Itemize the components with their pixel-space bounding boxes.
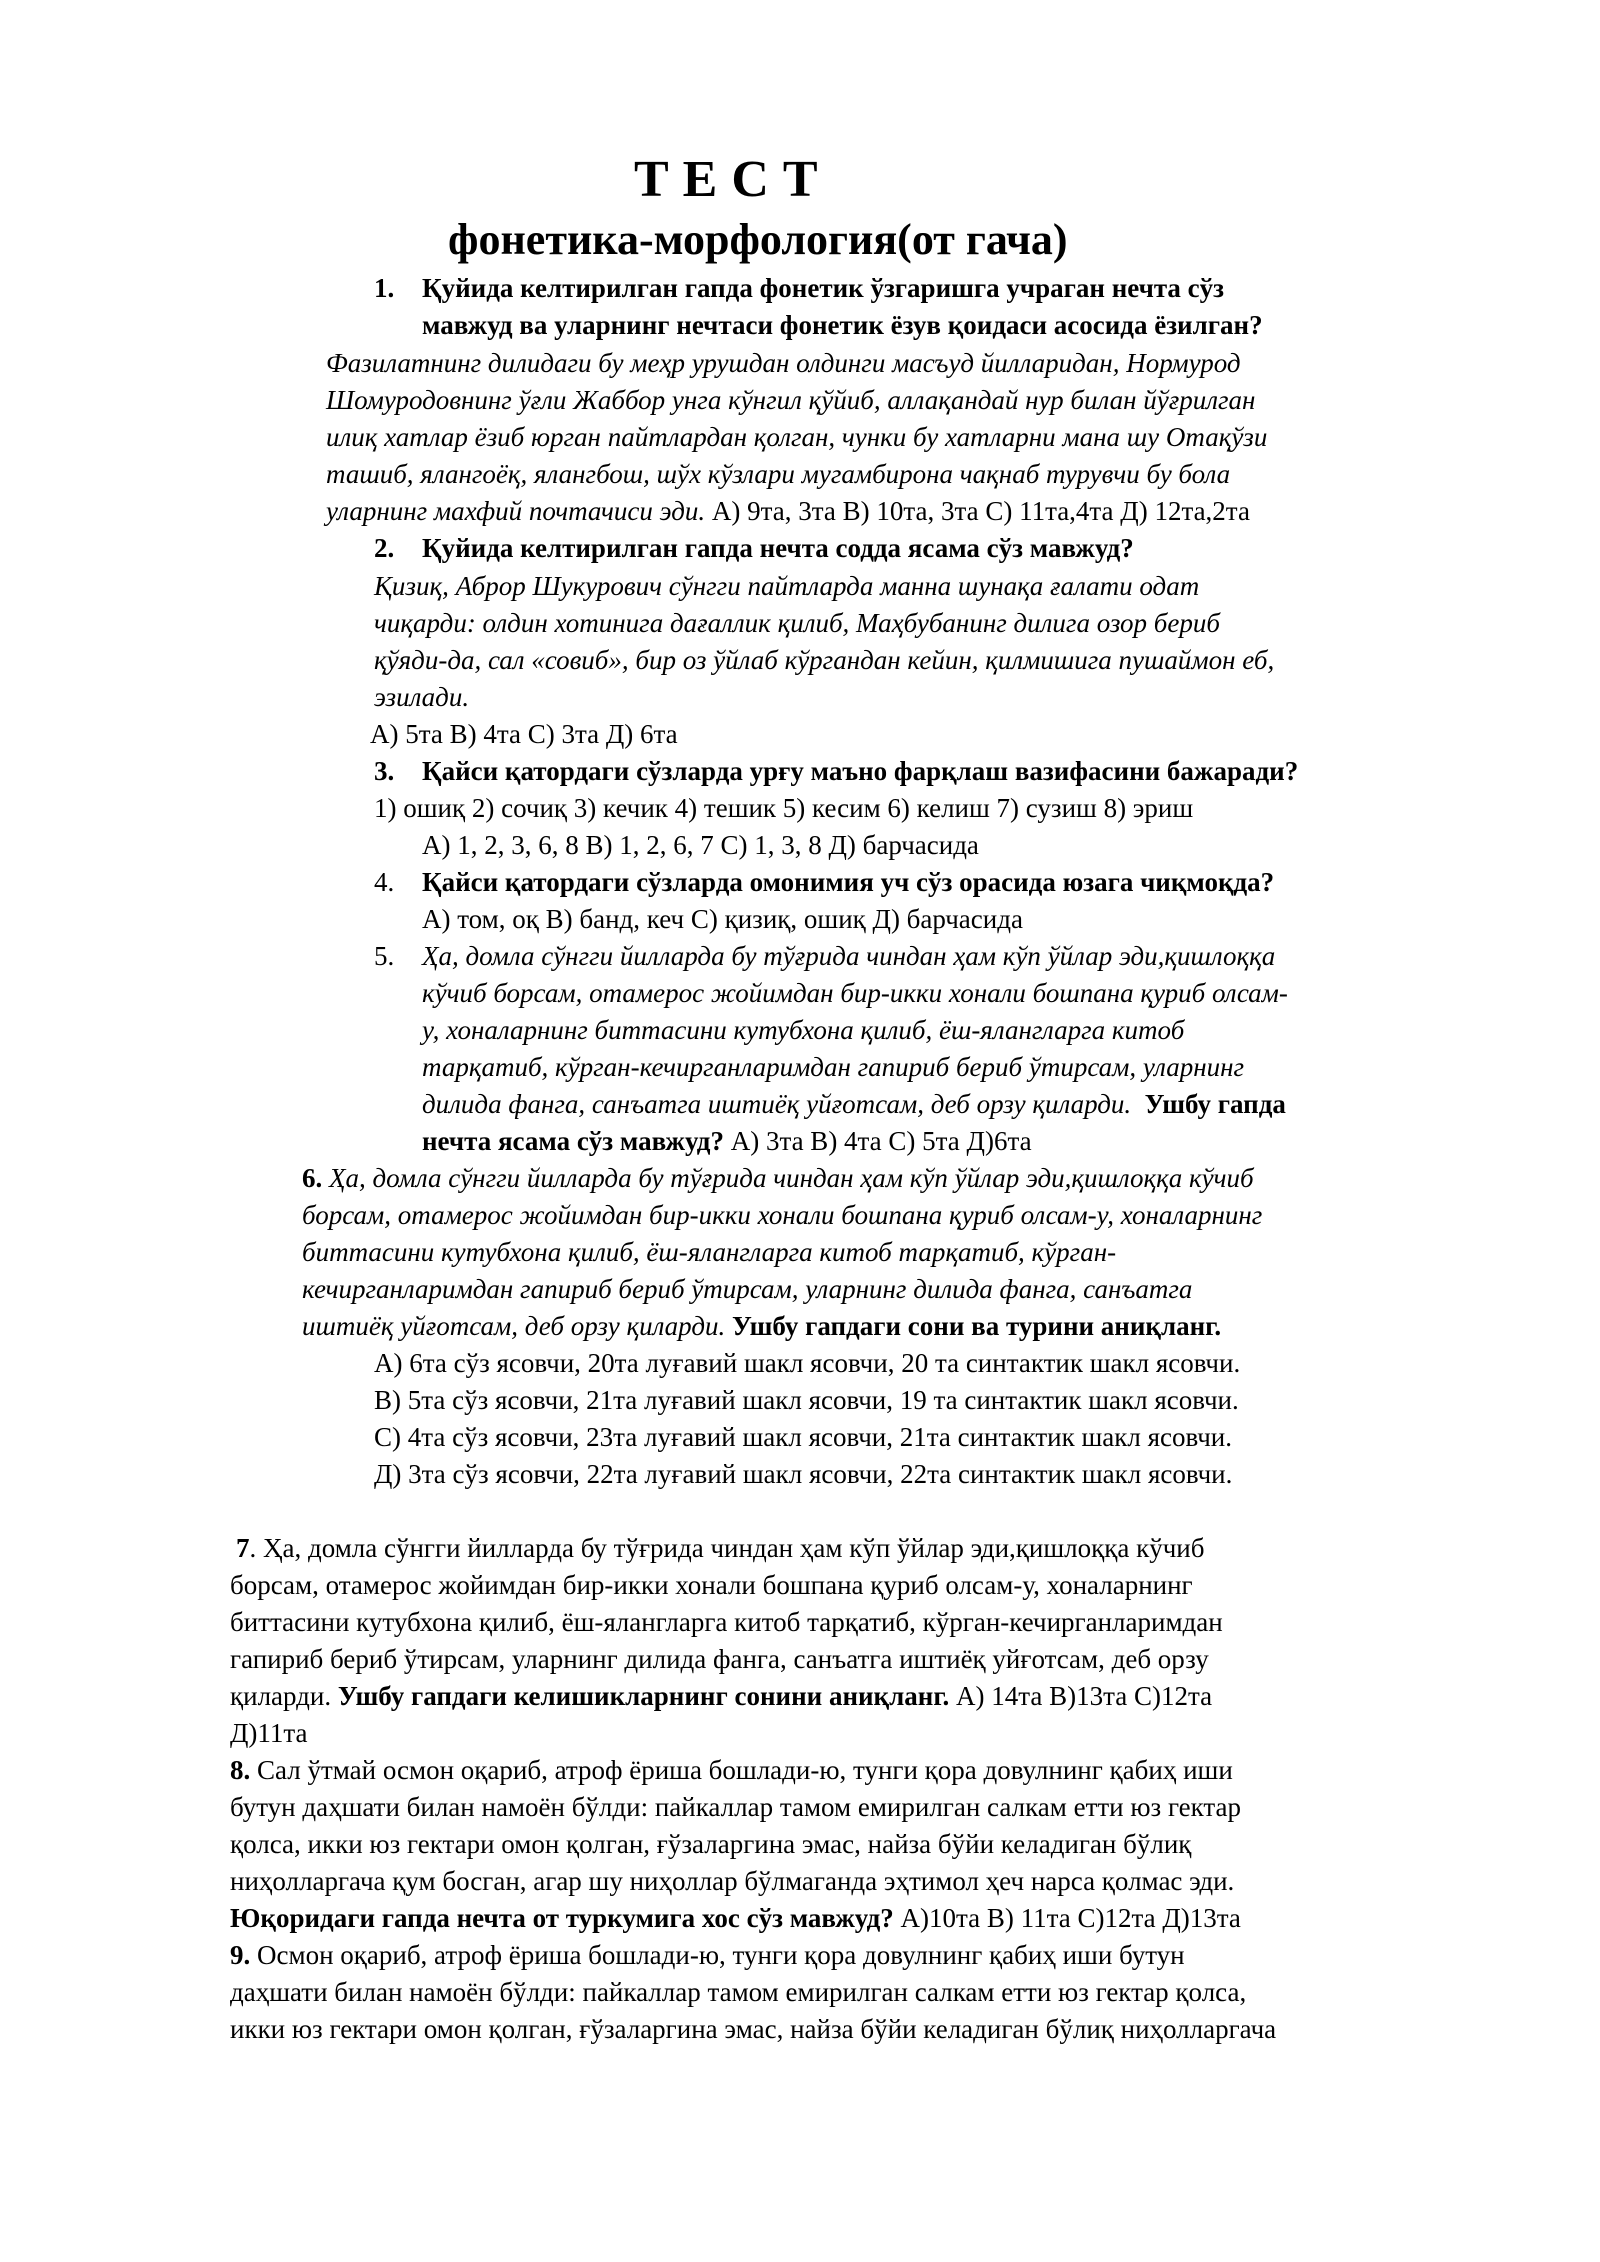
q6-text-line-4: кечирганларимдан гапириб бериб ўтирсам, уларнинг дилида фанга, санъатга [302,1274,1193,1304]
q4-question-text: Қайси қатордаги сўзларда омонимия уч сўз орасида юзага чиқмоқда? [422,867,1275,897]
q1-text-line-5 [326,493,1250,530]
q4-answers: А) том, оқ В) банд, кеч С) қизиқ, ошиқ Д) барчасида [422,904,1023,934]
q1-text-line-2: Шомуродовнинг ўғли Жаббор унга кўнгил қўйиб, аллақандай нур билан йўғрилган [326,385,1256,415]
q2-text-line-2: чиқарди: олдин хотинига дағаллик қилиб, Маҳбубанинг дилига озор бериб [374,608,1220,638]
q6-text-1: Ҳа, домла сўнгги йилларда бу тўғрида чиндан ҳам кўп ўйлар эди,қишлоққа кўчиб [329,1163,1254,1193]
q6-text-5: иштиёқ уйғотсам, деб орзу қиларди. [302,1311,726,1341]
q6-answer-d: Д) 3та сўз ясовчи, 22та луғавий шакл ясовчи, 22та синтактик шакл ясовчи. [374,1459,1233,1489]
q6-text-line-3: биттасини кутубхона қилиб, ёш-ялангларга китоб тарқатиб, кўрган- [302,1237,1117,1267]
q7-text-line-1 [236,1530,1204,1567]
q5-question-line-2 [422,1123,1032,1160]
q6-text-line-2: борсам, отамерос жойимдан бир-икки хонали бошпана қуриб олсам-у, хоналарнинг [302,1200,1263,1230]
q8-question-line [230,1900,1241,1937]
page-title: ТЕСТ [634,151,832,208]
q7-text-line-4: гапириб бериб ўтирсам, уларнинг дилида фанга, санъатга иштиёқ уйғотсам, деб орзу [230,1644,1209,1674]
q5-text-line-3: у, хоналарнинг биттасини кутубхона қилиб, ёш-ялангларга китоб [422,1015,1185,1045]
q7-answers-1: А) 14та В)13та С)12та [949,1681,1213,1711]
q2-question-text: Қуйида келтирилган гапда нечта содда ясама сўз мавжуд? [422,533,1134,563]
q5-text-line-2: кўчиб борсам, отамерос жойимдан бир-икки хонали бошпана қуриб олсам- [422,978,1288,1008]
q1-number: 1. [374,273,395,303]
q7-text-line-3: биттасини кутубхона қилиб, ёш-ялангларга китоб тарқатиб, кўрган-кечирганларимдан [230,1607,1223,1637]
q3-number: 3. [374,756,395,786]
q6-question: Ушбу гапдаги сони ва турини аниқланг. [731,1311,1222,1341]
q5-text-5: дилида фанга, санъатга иштиёқ уйғотсам, деб орзу қиларди. [422,1089,1132,1119]
q7-question: Ушбу гапдаги келишикларнинг сонини аниқланг. [337,1681,950,1711]
q6-text-line-1 [302,1160,1254,1197]
q7-text-line-5 [230,1678,1212,1715]
q2-text-line-1: Қизиқ, Аброр Шукурович сўнгги пайтларда манна шунақа ғалати одат [374,571,1200,601]
q5-text-line-4: тарқатиб, кўрган-кечирганларимдан гапириб бериб ўтирсам, уларнинг [422,1052,1245,1082]
q5-answers: А) 3та В) 4та С) 5та Д)6та [723,1126,1032,1156]
q2-question-line [374,530,1134,567]
q2-text-line-3: қўяди-да, сал «совиб», бир оз ўйлаб кўргандан кейин, қилмишига пушаймон еб, [374,645,1275,675]
q3-question-text: Қайси қатордаги сўзларда урғу маъно фарқлаш вазифасини бажаради? [422,756,1299,786]
q6-text-line-5 [302,1308,1221,1345]
q7-answers-line-2: Д)11та [230,1718,308,1748]
q5-question-2: нечта ясама сўз мавжуд? [422,1126,724,1156]
page-subtitle: фонетика-морфология(от гача) [448,215,1068,264]
q5-number: 5. [374,941,395,971]
q8-text-line-2: бутун даҳшати билан намоён бўлди: пайкаллар тамом емирилган салкам етти юз гектар [230,1792,1242,1822]
q6-number: 6. [302,1163,323,1193]
q8-question: Юқоридаги гапда нечта от туркумига хос сўз мавжуд? [230,1903,894,1933]
q1-text-line-4: ташиб, ялангоёқ, ялангбош, шўх кўзлари мугамбирона чақнаб турувчи бу бола [326,459,1231,489]
q9-text-line-2: даҳшати билан намоён бўлди: пайкаллар тамом емирилган салкам етти юз гектар қолса, [230,1977,1247,2007]
q1-question-line-2: мавжуд ва уларнинг нечтаси фонетик ёзув қоидаси асосида ёзилган? [422,310,1263,340]
q9-text-line-3: икки юз гектари омон қолган, ғўзаларгина эмас, найза бўйи келадиган бўлиқ ниҳолларгача [230,2014,1277,2044]
q1-answers: А) 9та, 3та В) 10та, 3та С) 11та,4та Д) 12та,2та [705,496,1250,526]
q5-text-1: Ҳа, домла сўнгги йилларда бу тўғрида чиндан ҳам кўп ўйлар эди,қишлоққа [422,941,1276,971]
q6-answer-c: С) 4та сўз ясовчи, 23та луғавий шакл ясовчи, 21та синтактик шакл ясовчи. [374,1422,1232,1452]
q8-text-1: Сал ўтмай осмон оқариб, атроф ёриша бошлади-ю, тунги қора довулнинг қабиҳ иши [250,1755,1233,1785]
q1-question-text-1: Қуйида келтирилган гапда фонетик ўзгаришга учраган нечта сўз [422,273,1225,303]
q7-text-5: қиларди. [230,1681,338,1711]
q2-number: 2. [374,533,395,563]
q6-answer-a: А) 6та сўз ясовчи, 20та луғавий шакл ясовчи, 20 та синтактик шакл ясовчи. [374,1348,1241,1378]
q5-text-line-5 [422,1086,1286,1123]
q8-answers: А)10та В) 11та С)12та Д)13та [893,1903,1241,1933]
q1-question-line-1 [374,270,1224,307]
q9-number: 9. [230,1940,251,1970]
q9-text-line-1 [230,1937,1185,1974]
q4-question-line [374,864,1274,901]
q5-text-line-1 [374,938,1275,975]
q3-words: 1) ошиқ 2) сочиқ 3) кечик 4) тешик 5) кесим 6) келиш 7) сузиш 8) эриш [374,793,1194,823]
q1-text-end: уларнинг махфий почтачиси эди. [326,496,706,526]
q1-text-line-1: Фазилатнинг дилидаги бу меҳр урушдан олдинги масъуд йилларидан, Нормурод [326,348,1241,378]
q2-text-line-4: эзилади. [374,682,470,712]
q6-answer-b: В) 5та сўз ясовчи, 21та луғавий шакл ясовчи, 19 та синтактик шакл ясовчи. [374,1385,1239,1415]
q8-text-line-1 [230,1752,1233,1789]
q7-text-line-2: борсам, отамерос жойимдан бир-икки хонали бошпана қуриб олсам-у, хоналарнинг [230,1570,1193,1600]
q7-text-1: . Ҳа, домла сўнгги йилларда бу тўғрида чиндан ҳам кўп ўйлар эди,қишлоққа кўчиб [249,1533,1205,1563]
q4-number: 4. [374,867,395,897]
q8-text-line-4: ниҳолларгача қум босган, агар шу ниҳоллар бўлмаганда эҳтимол ҳеч нарса қолмас эди. [230,1866,1235,1896]
q1-text-line-3: илиқ хатлар ёзиб юрган пайтлардан қолган, чунки бу хатларни мана шу Отақўзи [326,422,1268,452]
q2-answers: А) 5та В) 4та С) 3та Д) 6та [370,719,678,749]
q3-answers: А) 1, 2, 3, 6, 8 В) 1, 2, 6, 7 С) 1, 3, 8 Д) барчасида [422,830,979,860]
q5-question-1: Ушбу гапда [1144,1089,1286,1119]
q9-text-1: Осмон оқариб, атроф ёриша бошлади-ю, тунги қора довулнинг қабиҳ иши бутун [250,1940,1185,1970]
q8-text-line-3: қолса, икки юз гектари омон қолган, ғўзаларгина эмас, найза бўйи келадиган бўлиқ [230,1829,1192,1859]
q3-question-line [374,753,1298,790]
q8-number: 8. [230,1755,251,1785]
q7-number: 7 [236,1533,250,1563]
